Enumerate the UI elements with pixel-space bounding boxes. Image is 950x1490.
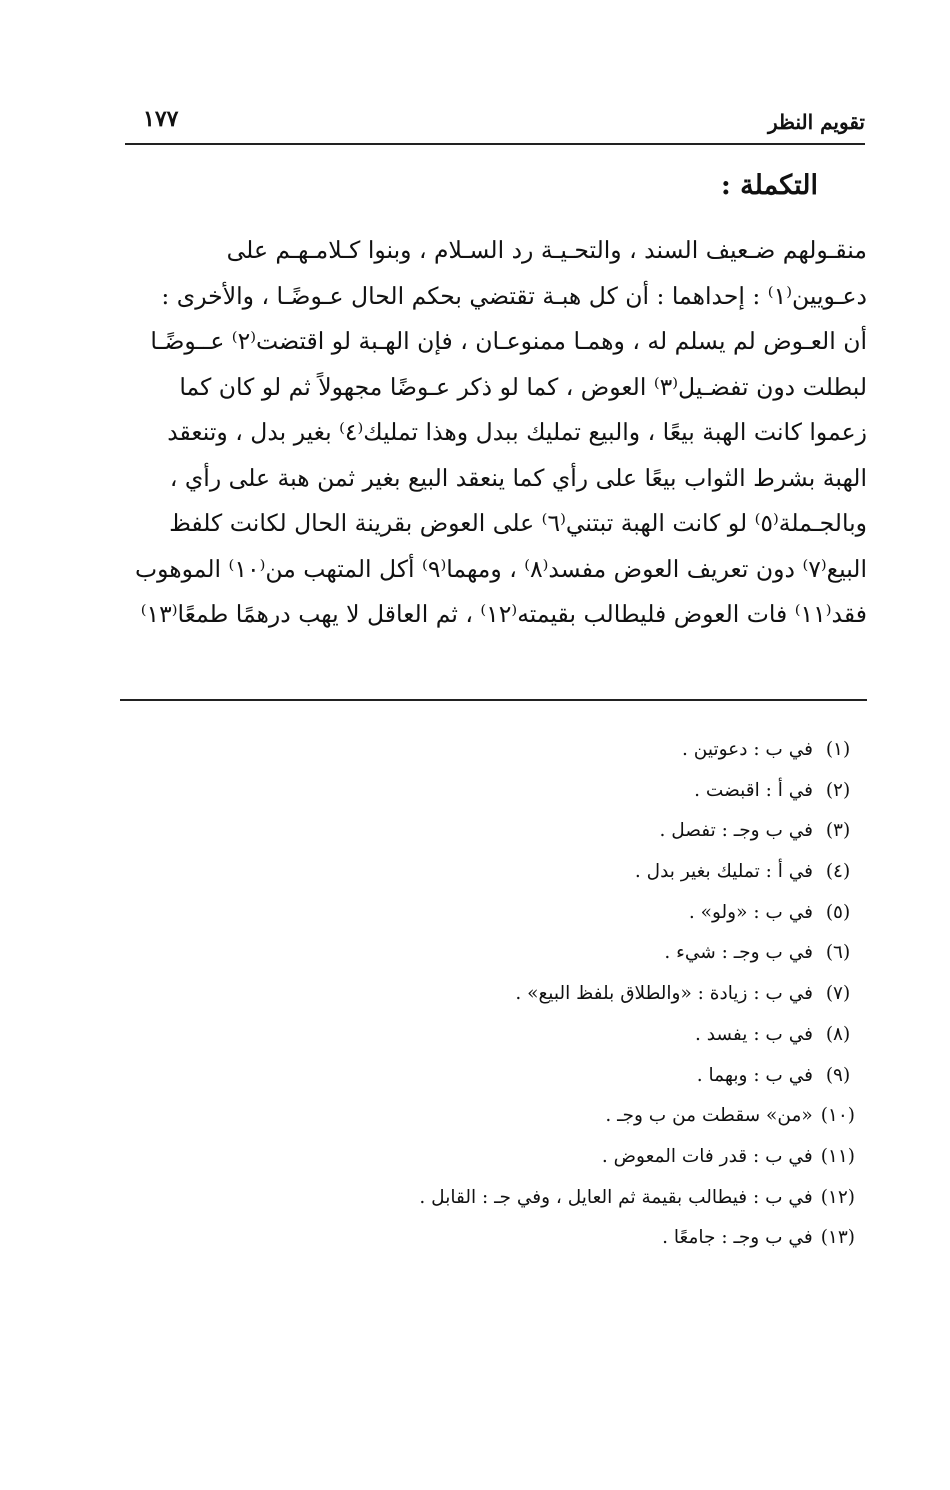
body-line: وبالجـملة⁽٥⁾ لو كانت الهبة تبتني⁽٦⁾ على العوض بقرينة الحال لكانت كلفظ bbox=[169, 509, 867, 537]
footnote-number: (٩) bbox=[825, 1064, 851, 1086]
footnote-number: (١٢) bbox=[820, 1186, 855, 1208]
footnote-number: (١) bbox=[825, 739, 851, 760]
footnote-number: (٥) bbox=[825, 901, 851, 923]
body-line: لبطلت دون تفضـيل⁽٣⁾ العوض ، كما لو ذكر عـوضًا مجهولاً ثم لو كان كما bbox=[179, 372, 867, 401]
footnote-number: (١٣) bbox=[820, 1227, 855, 1249]
footnote-text: في ب وجـ : تفصل . bbox=[659, 820, 813, 842]
footnote-item bbox=[95, 933, 855, 974]
footnote-item bbox=[95, 893, 855, 934]
footnote-number: (١١) bbox=[820, 1145, 855, 1167]
footnote-item bbox=[95, 852, 855, 893]
footnote-number: (٣) bbox=[825, 820, 851, 842]
footnotes-list bbox=[95, 730, 855, 1259]
page-header bbox=[125, 100, 865, 140]
footnote-item bbox=[95, 1056, 855, 1097]
footnote-item bbox=[95, 1096, 855, 1137]
page-number: ١٧٧ bbox=[143, 106, 179, 132]
body-line: الهبة بشرط الثواب بيعًا على رأي كما ينعقد البيع بغير ثمن هبة على رأي ، bbox=[169, 463, 867, 492]
body-line: البيع⁽٧⁾ دون تعريف العوض مفسد⁽٨⁾ ، ومهما⁽٩⁾ أكل المتهب من⁽١٠⁾ الموهوب bbox=[135, 554, 867, 583]
footnote-number: (٤) bbox=[825, 861, 851, 883]
footnote-text: في ب : زيادة : «والطلاق بلفظ البيع» . bbox=[515, 983, 813, 1005]
body-line: منقـولهم ضـعيف السند ، والتحـيـة رد السـلام ، وبنوا كـلامـهـم على bbox=[226, 236, 867, 264]
footnote-text: في ب : يفسد . bbox=[694, 1023, 813, 1045]
footnote-item bbox=[95, 1137, 855, 1178]
footnote-text: في ب : فيطالب بقيمة ثم العايل ، وفي جـ : القابل . bbox=[419, 1186, 813, 1208]
body-line: أن العـوض لم يسلم له ، وهمـا ممنوعـان ، فإن الهـبة لو اقتضت⁽٢⁾ عــوضًـا bbox=[150, 327, 867, 355]
footnote-text: في ب وجـ : شيء . bbox=[664, 942, 813, 964]
footnote-item bbox=[95, 974, 855, 1015]
footnote-number: (٢) bbox=[825, 779, 851, 801]
header-rule bbox=[125, 143, 865, 145]
body-line: فقد⁽١١⁾ فات العوض فليطالب بقيمته⁽١٢⁾ ، ثم العاقل لا يهب درهمًا طمعًا⁽١٣⁾ bbox=[140, 600, 867, 628]
footnote-text: في ب وجـ : جامعًا . bbox=[662, 1227, 813, 1249]
footnote-text: في ب : دعوتين . bbox=[682, 739, 813, 760]
footnote-item bbox=[95, 811, 855, 852]
footnote-item bbox=[95, 771, 855, 812]
body-text bbox=[120, 228, 867, 638]
footnote-item bbox=[95, 730, 855, 771]
footnote-separator bbox=[120, 699, 867, 701]
section-title: التكملة : bbox=[720, 170, 818, 201]
footnote-text: في ب : «ولو» . bbox=[688, 901, 813, 923]
footnote-text: «من» سقطت من ب وجـ . bbox=[605, 1105, 813, 1127]
footnote-number: (٧) bbox=[825, 983, 851, 1005]
footnote-number: (٦) bbox=[825, 942, 851, 964]
footnote-text: في أ : تمليك بغير بدل . bbox=[634, 861, 813, 883]
footnote-text: في ب : وبهما . bbox=[696, 1064, 813, 1086]
body-line: دعـويين⁽١⁾ : إحداهما : أن كل هبـة تقتضي بحكم الحال عـوضًـا ، والأخرى : bbox=[161, 281, 867, 310]
footnote-item bbox=[95, 1218, 855, 1259]
running-title: تقويم النظر bbox=[768, 110, 865, 134]
body-line: زعموا كانت الهبة بيعًا ، والبيع تمليك ببدل وهذا تمليك⁽٤⁾ بغير بدل ، وتنعقد bbox=[167, 418, 867, 446]
footnote-number: (٨) bbox=[825, 1023, 851, 1045]
footnote-number: (١٠) bbox=[820, 1105, 855, 1127]
footnote-item bbox=[95, 1178, 855, 1219]
footnote-item bbox=[95, 1015, 855, 1056]
footnote-text: في ب : قدر فات المعوض . bbox=[601, 1145, 813, 1167]
footnote-text: في أ : اقبضت . bbox=[694, 779, 813, 801]
